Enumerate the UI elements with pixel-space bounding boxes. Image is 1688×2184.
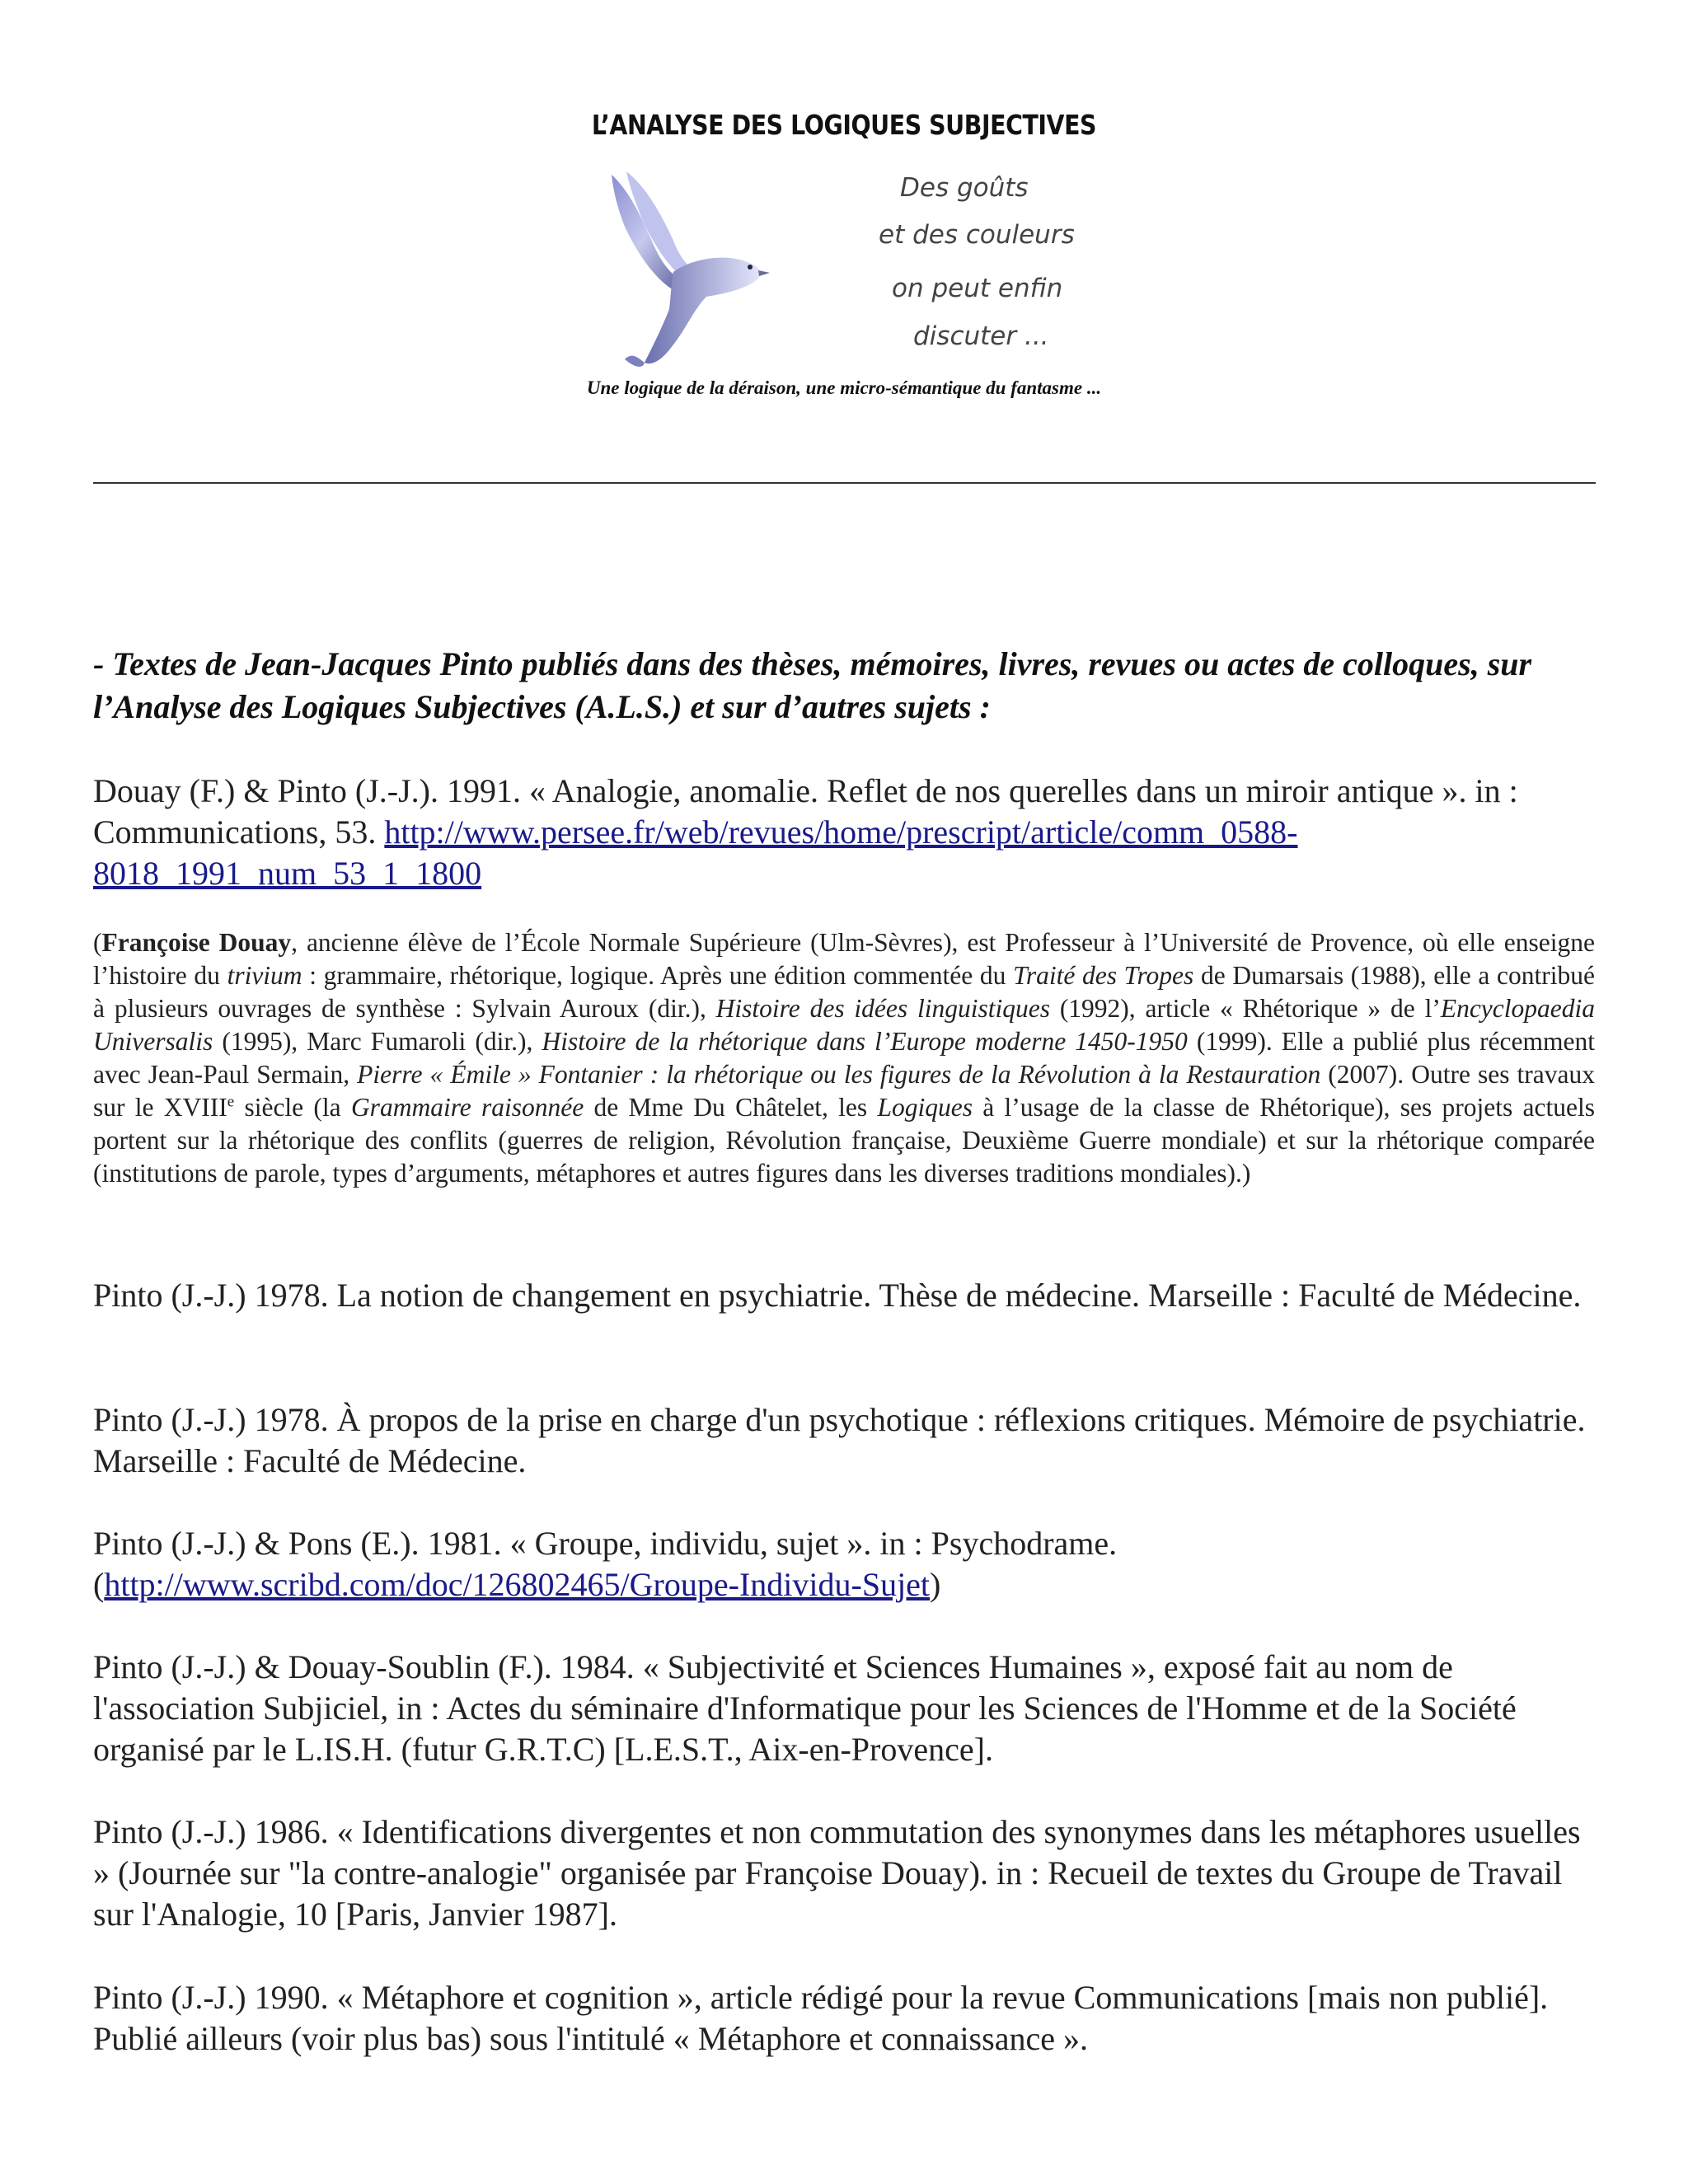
note-italic: Logiques [877,1093,973,1122]
slogan-line: et des couleurs [879,220,1075,250]
reference-text: Douay (F.) & Pinto (J.-J.). 1991. « Analogie, anomalie. Reflet de nos querelles dans un miroir antique ». in : Communications, 53. [93,772,1518,851]
note-italic: Encyclopaedia Universalis [93,994,1595,1056]
note-text: (1995), Marc Fumaroli (dir.), [213,1027,542,1056]
note-text: de Mme Du Châtelet, les [584,1093,878,1122]
paren: ( [93,1566,105,1603]
reference-pinto-1986: Pinto (J.-J.) 1986. « Identifications divergentes et non commutation des synonymes dans les métaphores usuelles » (Journée sur "la contre-analogie" organisée par Françoise Douay). in : Recueil de textes du Groupe de Travail sur l'Analogie, 10 [Paris, Janvier 1987]. [93,1813,1581,1933]
section-heading: - Textes de Jean-Jacques Pinto publiés dans des thèses, mémoires, livres, revues ou actes de colloques, sur l’Analyse des Logiques Subjectives (A.L.S.) et sur d’autres sujets : [93,645,1532,725]
slogan-line: Des goûts [900,173,1029,203]
note-text: : grammaire, rhétorique, logique. Après une édition commentée du [302,961,1014,990]
persee-link-continued[interactable]: 8018_1991_num_53_1_1800 [93,855,482,892]
note-italic: Histoire des idées linguistiques [715,994,1050,1023]
note-italic: Pierre « Émile » Fontanier : la rhétorique ou les figures de la Révolution à la Restauration [357,1060,1321,1089]
note-text: (2007). Outre ses travaux sur le XVIII [93,1060,1595,1122]
paren: ) [930,1566,941,1603]
note-italic: trivium [227,961,302,990]
reference-pinto-1978-these: Pinto (J.-J.) 1978. La notion de changement en psychiatrie. Thèse de médecine. Marseille : Faculté de Médecine. [93,1277,1582,1314]
author-note [93,926,1595,1190]
note-italic: Histoire de la rhétorique dans l’Europe moderne 1450-1950 [542,1027,1188,1056]
reference-pinto-pons-1981 [93,1523,1601,1605]
author-name: Françoise Douay [101,928,292,957]
note-italic: Traité des Tropes [1013,961,1194,990]
note-text: de Dumarsais (1988), elle a contribué à plusieurs ouvrages de synthèse : Sylvain Auroux (dir.), [93,961,1596,1023]
dove-logo [595,165,776,371]
note-text: (1992), article « Rhétorique » de l’ [1049,994,1441,1023]
page-title: L’ANALYSE DES LOGIQUES SUBJECTIVES [591,109,1097,141]
note-text: , ancienne élève de l’École Normale Supérieure (Ulm-Sèvres), est Professeur à l’Université de Provence, où elle enseigne l’histoire du [93,928,1596,990]
reference-pinto-1990: Pinto (J.-J.) 1990. « Métaphore et cognition », article rédigé pour la revue Communications [mais non publié]. Publié ailleurs (voir plus bas) sous l'intitulé « Métaphore et connaissance ». [93,1979,1549,2057]
scribd-link[interactable]: http://www.scribd.com/doc/126802465/Groupe-Individu-Sujet [104,1566,931,1603]
note-italic: Grammaire raisonnée [350,1093,584,1122]
reference-pinto-douay-soublin-1984: Pinto (J.-J.) & Douay-Soublin (F.). 1984. « Subjectivité et Sciences Humaines », exposé fait au nom de l'association Subjiciel, in : Actes du séminaire d'Informatique pour les Sciences de l'Homme et de la Société organisé par le L.IS.H. (futur G.R.T.C) [L.E.S.T., Aix-en-Provence]. [93,1648,1517,1768]
note-text: siècle (la [234,1093,351,1122]
note-paren: ( [93,928,102,957]
note-text: à l’usage de la classe de Rhétorique), ses projets actuels portent sur la rhétorique des conflits (guerres de religion, Révolution française, Deuxième Guerre mondiale) et sur la rhétorique comparée (institutions de parole, types d’arguments, métaphores et autres figures dans les diverses traditions mondiales).) [93,1093,1596,1188]
note-text: (1999). Elle a publié plus récemment avec Jean-Paul Sermain, [93,1027,1595,1089]
tagline: Une logique de la déraison, une micro-sémantique du fantasme ... [586,377,1102,398]
persee-link[interactable]: http://www.persee.fr/web/revues/home/prescript/article/comm_0588- [384,813,1298,851]
note-superscript: e [227,1093,235,1111]
horizontal-divider [93,482,1596,484]
slogan-line: on peut enfin [892,274,1063,303]
reference-text: Pinto (J.-J.) & Pons (E.). 1981. « Groupe, individu, sujet ». in : Psychodrame. [93,1525,1118,1562]
reference-pinto-1978-memoire: Pinto (J.-J.) 1978. À propos de la prise en charge d'un psychotique : réflexions critiques. Mémoire de psychiatrie. Marseille : Faculté de Médecine. [93,1401,1586,1479]
reference-douay-1991 [93,771,1601,894]
slogan-line: discuter ... [913,321,1049,351]
